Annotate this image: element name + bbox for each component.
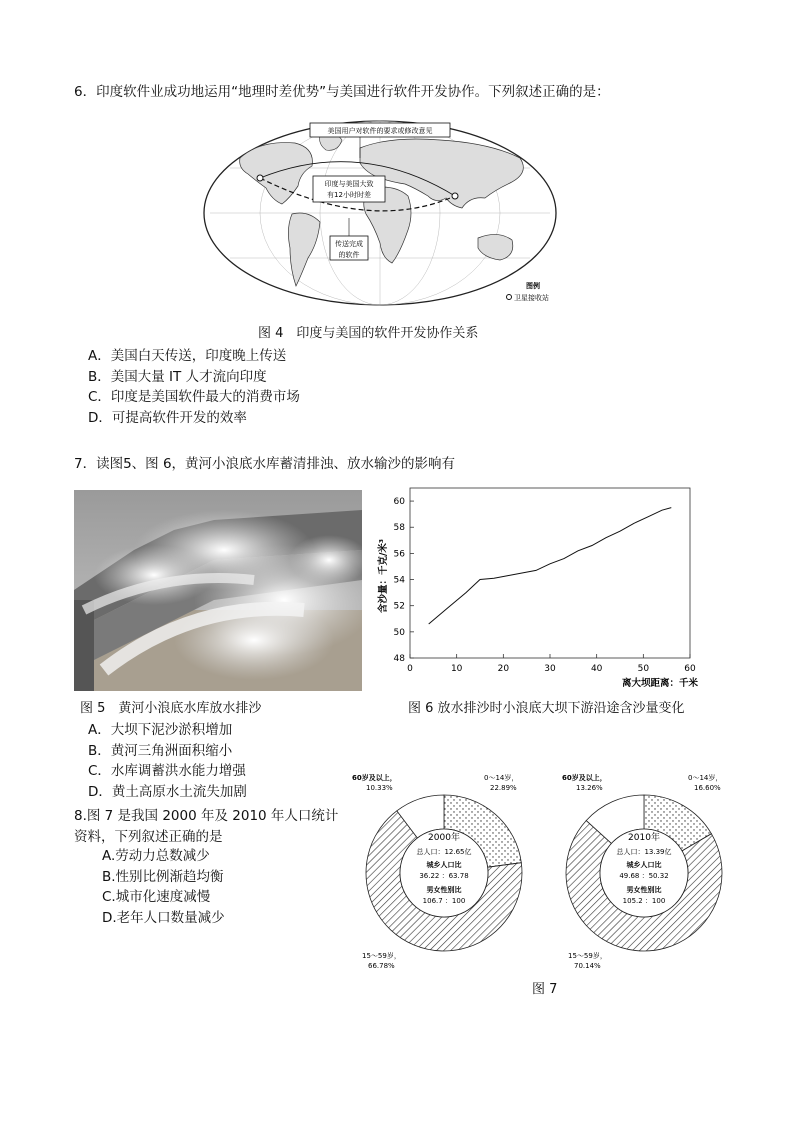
q7-option-c: C．水库调蓄洪水能力增强: [88, 763, 246, 779]
d2000-sex-label: 男女性别比: [426, 886, 462, 894]
fig5-caption: 图 5 黄河小浪底水库放水排沙: [80, 701, 262, 716]
sediment-line-chart: [376, 486, 702, 694]
q8-option-d: D.老年人口数量减少: [102, 909, 225, 926]
d2000-old-label: 60岁及以上，: [352, 774, 397, 782]
d2000-old-value: 10.33%: [366, 784, 393, 792]
d2000-child-value: 22.89%: [490, 784, 517, 792]
y-tick-label: 56: [393, 549, 405, 560]
q6-option-a: A．美国白天传送，印度晚上传送: [88, 348, 287, 364]
d2010-work-value: 70.14%: [574, 962, 601, 970]
map-legend-title: 图例: [526, 282, 540, 290]
d2000-urban: 36.22 ：63.78: [419, 872, 469, 880]
x-tick-label: 0: [407, 664, 413, 674]
x-tick-label: 10: [450, 664, 463, 674]
fig6-caption: 图 6 放水排沙时小浪底大坝下游沿途含沙量变化: [408, 701, 685, 716]
d2010-old-label: 60岁及以上，: [562, 774, 607, 782]
q6-option-b: B．美国大量 IT 人才流向印度: [88, 368, 267, 385]
q8-option-a: A.劳动力总数减少: [102, 848, 210, 864]
map-callout-mid-1: 印度与美国大致: [324, 180, 374, 188]
map-legend-item: 卫星接收站: [514, 294, 549, 302]
satellite-station-icon: [507, 295, 512, 300]
fig7-caption: 图 7: [532, 982, 558, 997]
x-tick-label: 40: [590, 664, 603, 674]
x-tick-label: 50: [637, 664, 650, 674]
q7-stem: 7．读图5、图 6，黄河小浪底水库蓄清排浊、放水输沙的影响有: [74, 456, 456, 472]
d2010-old-value: 13.26%: [576, 784, 603, 792]
d2010-child-label: 0～14岁，: [688, 774, 723, 782]
q8-options: [102, 846, 225, 928]
d2010-sex-label: 男女性别比: [626, 886, 662, 894]
d2010-sex: 105.2 ：100: [622, 897, 666, 905]
y-tick-label: 52: [393, 601, 405, 612]
q8-option-c: C.城市化速度减慢: [102, 889, 211, 905]
d2000-work-value: 66.78%: [368, 962, 395, 970]
map-callout-low-1: 传送完成: [335, 240, 363, 248]
y-tick-label: 60: [393, 497, 405, 508]
y-axis-label: 含沙量：千克/米³: [378, 538, 389, 614]
d2000-child-label: 0～14岁，: [484, 774, 519, 782]
x-axis-label: 离大坝距离：千米: [621, 678, 698, 689]
d2010-total: 总人口：13.39亿: [616, 848, 672, 856]
y-tick-label: 58: [393, 523, 405, 534]
q6-option-c: C．印度是美国软件最大的消费市场: [88, 389, 300, 405]
y-tick-label: 48: [393, 654, 405, 664]
q6-options: [88, 346, 300, 428]
q8-stem-line1: 8.图 7 是我国 2000 年及 2010 年人口统计: [74, 808, 339, 824]
q6-option-d: D．可提高软件开发的效率: [88, 409, 247, 426]
d2010-child-value: 16.60%: [694, 784, 721, 792]
d2000-year: 2000年: [428, 833, 460, 843]
donut-2000: [350, 768, 530, 978]
dam-discharge-photo: [74, 490, 362, 691]
q8-stem-line2: 资料，下列叙述正确的是: [74, 829, 223, 845]
d2010-year: 2010年: [628, 833, 660, 843]
donut-2010: [560, 768, 740, 978]
x-tick-label: 30: [544, 664, 556, 674]
d2000-total: 总人口：12.65亿: [416, 848, 472, 856]
x-tick-label: 20: [497, 664, 510, 674]
d2000-urban-label: 城乡人口比: [426, 861, 462, 869]
d2010-urban-label: 城乡人口比: [626, 861, 662, 869]
q8-option-b: B.性别比例渐趋均衡: [102, 868, 224, 885]
d2010-work-label: 15～59岁，: [568, 952, 607, 960]
q7-options: [88, 720, 247, 802]
q7-option-d: D．黄土高原水土流失加剧: [88, 783, 247, 800]
y-tick-label: 54: [393, 575, 405, 586]
x-tick-label: 60: [684, 664, 696, 674]
d2010-urban: 49.68 ：50.32: [619, 872, 669, 880]
d2000-work-label: 15～59岁，: [362, 952, 401, 960]
d2000-sex: 106.7 ：100: [422, 897, 466, 905]
map-callout-mid-2: 有12小时时差: [327, 191, 371, 199]
plot-frame: [410, 488, 690, 658]
map-callout-low-2: 的软件: [338, 251, 360, 259]
q6-stem: 6．印度软件业成功地运用“地理时差优势”与美国进行软件开发协作。下列叙述正确的是：: [74, 84, 610, 100]
world-map-figure: [200, 118, 560, 308]
q7-option-b: B．黄河三角洲面积缩小: [88, 742, 233, 759]
q7-option-a: A．大坝下泥沙淤积增加: [88, 722, 233, 738]
fig4-caption: 图 4 印度与美国的软件开发协作关系: [258, 326, 479, 341]
map-callout-top: 美国用户对软件的要求或修改意见: [327, 127, 433, 135]
y-tick-label: 50: [393, 627, 405, 638]
